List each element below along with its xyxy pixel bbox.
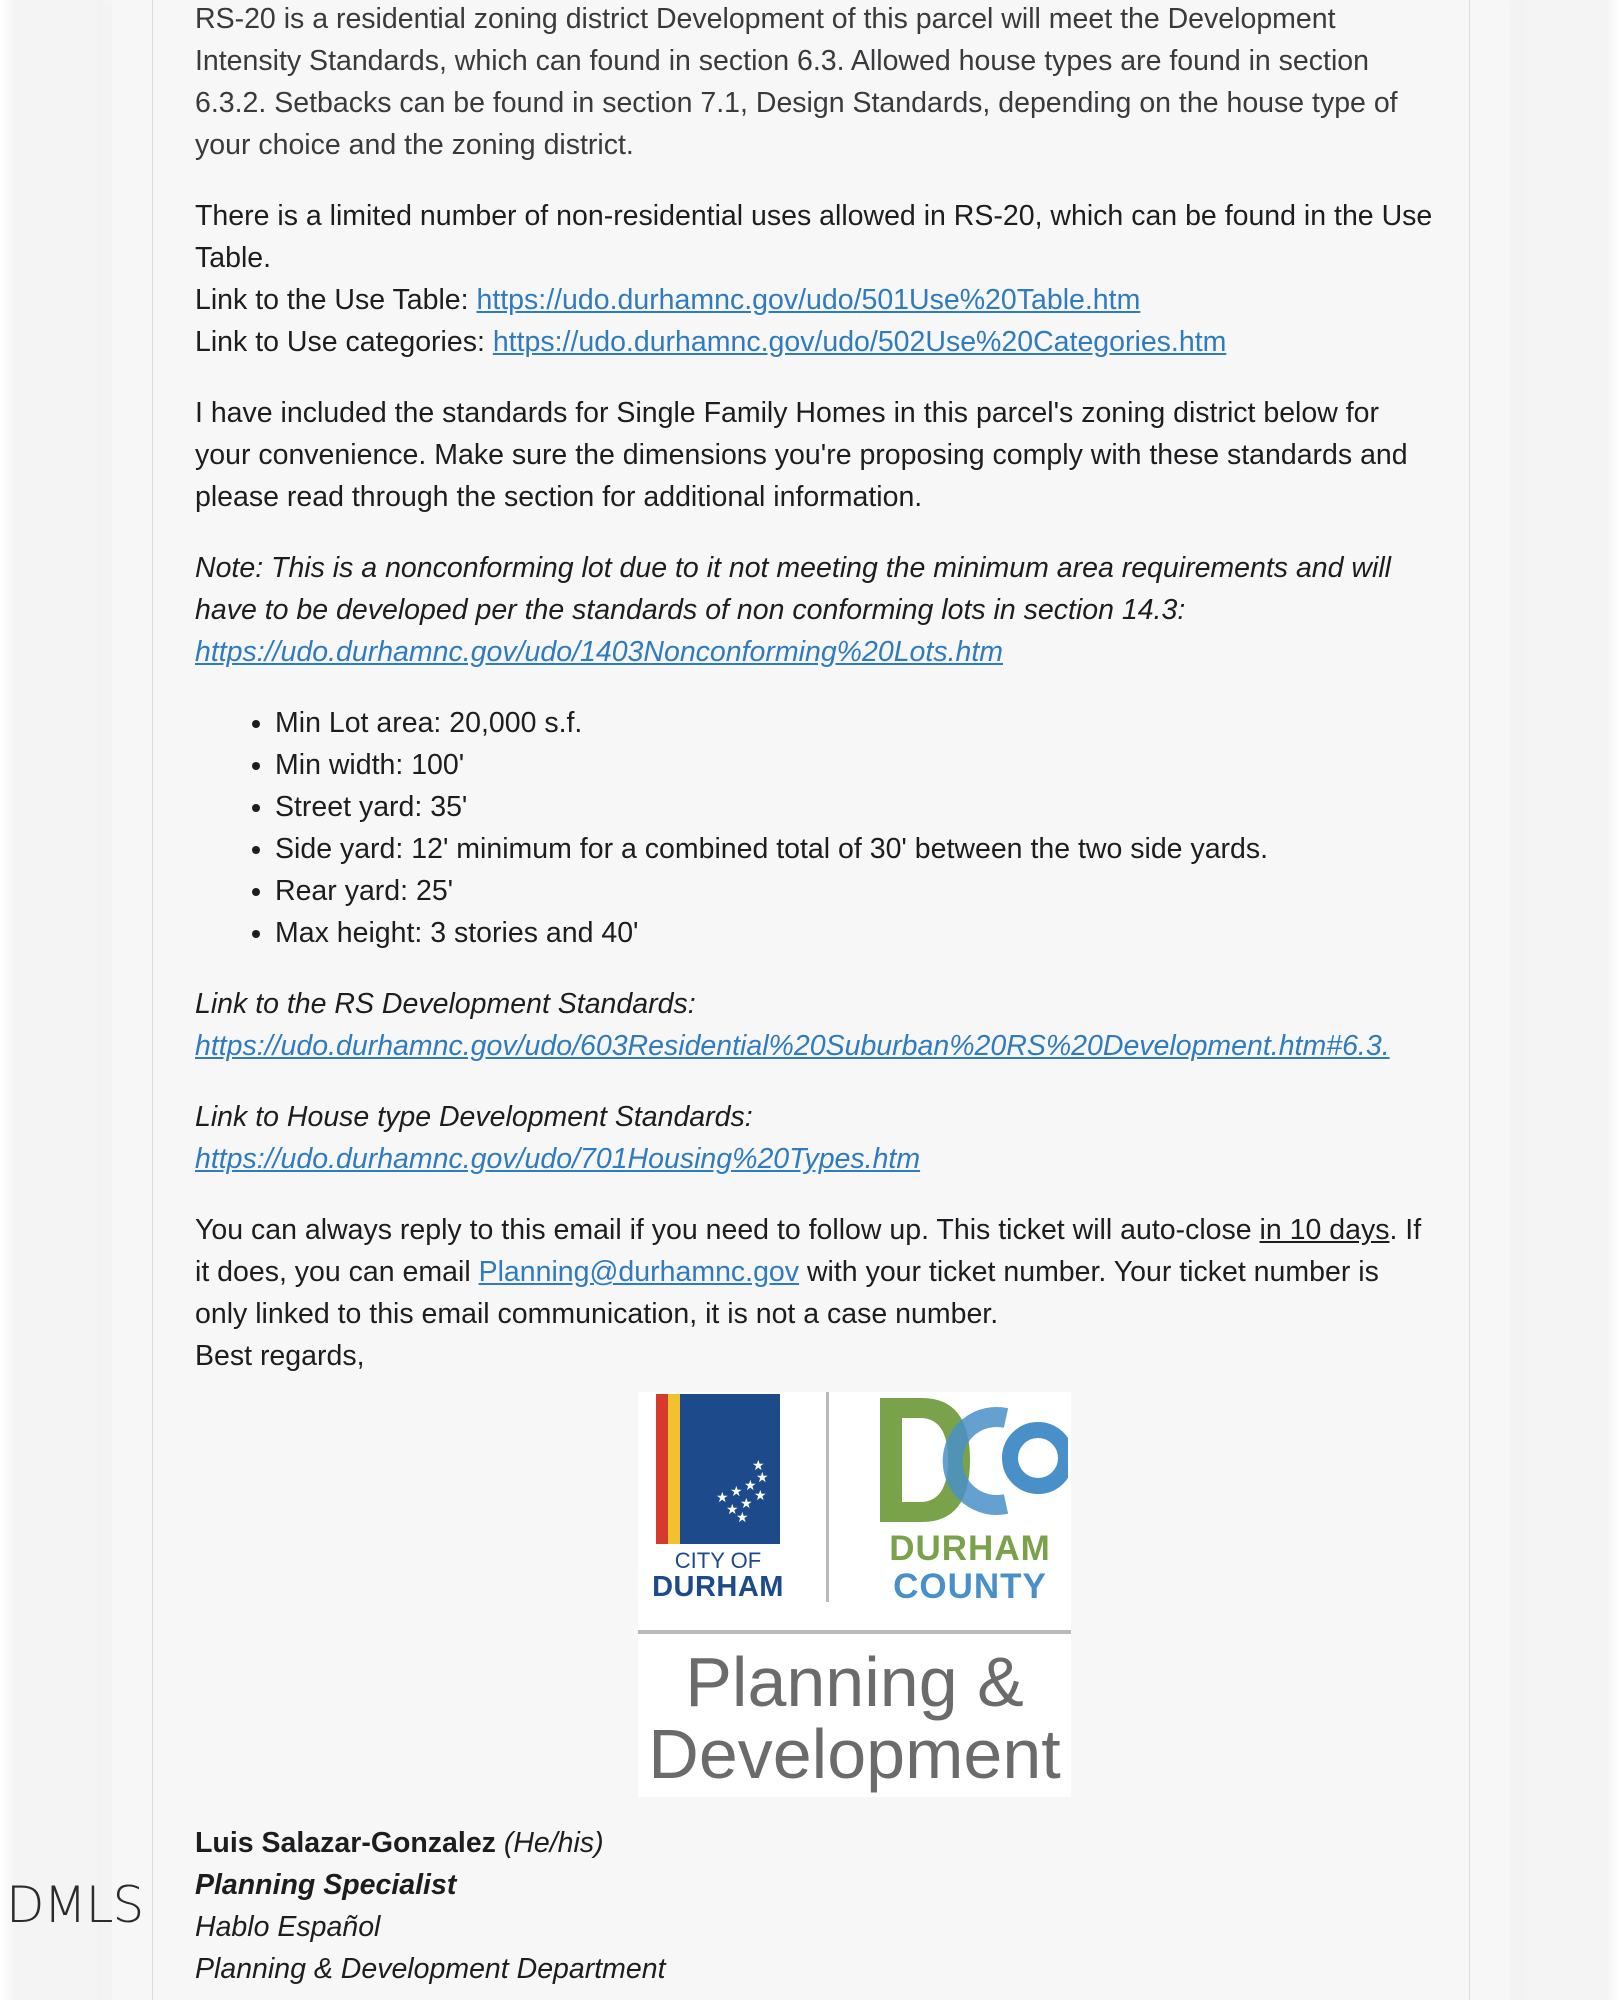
email-signature <box>195 1822 1435 1990</box>
svg-text:★: ★ <box>752 1458 765 1474</box>
signature-name-line <box>195 1822 1435 1864</box>
city-of-durham-flag-icon <box>656 1394 780 1544</box>
logo-horizontal-divider <box>638 1630 1071 1634</box>
closing-text: Best regards, <box>195 1340 365 1372</box>
pd-line-1: Planning & <box>685 1643 1024 1721</box>
nonconforming-lots-link[interactable]: https://udo.durhamnc.gov/udo/1403Nonconforming%20Lots.htm <box>195 636 1004 668</box>
standards-paragraph: I have included the standards for Single Family Homes in this parcel's zoning district below for your convenience. Make sure the dimensions you're proposing comply with these standards and please read through the section for additional information. <box>195 397 1408 513</box>
signature-title: Planning Specialist <box>195 1869 457 1901</box>
note-paragraph <box>195 547 1435 673</box>
followup-text-3: with your ticket number. Your ticket number is only linked to this email communication, it is not a case number. <box>195 1256 1379 1330</box>
durham-county-wordmark <box>870 1530 1070 1606</box>
intro-paragraph: RS-20 is a residential zoning district Development of this parcel will meet the Development Intensity Standards, which can found in section 6.3. Allowed house types are found in section 6.3.2. Setbacks can be found in section 7.1, Design Standards, depending on the house type of your choice and the zoning district. <box>195 3 1398 161</box>
list-item: • Side yard: 12' minimum for a combined total of 30' between the two side yards. <box>275 828 1435 870</box>
list-item: • Street yard: 35' <box>275 786 1435 828</box>
followup-text-1: You can always reply to this email if you need to follow up. This ticket will auto-close <box>195 1214 1260 1246</box>
email-body <box>195 0 1435 1406</box>
planning-email-link[interactable]: Planning@durhamnc.gov <box>478 1256 800 1288</box>
planning-development-logo <box>638 1392 1071 1797</box>
email-card <box>112 0 1510 2000</box>
signature-name: Luis Salazar-Gonzalez <box>195 1827 496 1859</box>
house-link-label: Link to House type Development Standards: <box>195 1101 753 1133</box>
svg-text:★: ★ <box>756 1470 769 1486</box>
svg-text:★: ★ <box>740 1496 753 1512</box>
svg-text:★: ★ <box>754 1488 767 1504</box>
note-text: Note: This is a nonconforming lot due to it not meeting the minimum area requirements and will have to be developed per the standards of non conforming lots in section 14.3: <box>195 552 1391 626</box>
signature-pronouns: (He/his) <box>495 1827 604 1859</box>
standards-list <box>195 702 1435 954</box>
logo-vertical-divider <box>826 1392 829 1602</box>
auto-close-days: in 10 days <box>1259 1214 1390 1246</box>
list-item: • Rear yard: 25' <box>275 870 1435 912</box>
followup-paragraph <box>195 1209 1435 1377</box>
list-item: • Min Lot area: 20,000 s.f. <box>275 702 1435 744</box>
city-name-text: DURHAM <box>652 1571 784 1603</box>
use-categories-link[interactable]: https://udo.durhamnc.gov/udo/502Use%20Categories.htm <box>492 326 1227 358</box>
pd-line-2: Development <box>648 1715 1061 1793</box>
rs-standards-paragraph <box>195 983 1435 1067</box>
use-paragraph <box>195 195 1435 363</box>
use-table-link[interactable]: https://udo.durhamnc.gov/udo/501Use%20Table.htm <box>476 284 1141 316</box>
county-line-2: COUNTY <box>893 1567 1047 1606</box>
dmls-watermark: DMLS <box>6 1876 144 1934</box>
svg-text:★: ★ <box>716 1490 729 1506</box>
signature-department: Planning & Development Department <box>195 1953 666 1985</box>
use-categories-label: Link to Use categories: <box>195 326 493 358</box>
svg-text:★: ★ <box>730 1484 743 1500</box>
use-table-label: Link to the Use Table: <box>195 284 477 316</box>
city-of-durham-wordmark <box>652 1550 784 1602</box>
email-body-frame <box>152 0 1470 2000</box>
rs-link-label: Link to the RS Development Standards: <box>195 988 696 1020</box>
list-item: • Max height: 3 stories and 40' <box>275 912 1435 954</box>
house-type-paragraph <box>195 1096 1435 1180</box>
followup-text-2: . If it does, you can email <box>195 1214 1422 1288</box>
svg-text:★: ★ <box>744 1478 757 1494</box>
house-type-link[interactable]: https://udo.durhamnc.gov/udo/701Housing%20Types.htm <box>195 1143 921 1175</box>
list-item: • Min width: 100' <box>275 744 1435 786</box>
durham-county-dco-mark-icon <box>878 1392 1068 1542</box>
county-line-1: DURHAM <box>889 1529 1051 1568</box>
rs-standards-link[interactable]: https://udo.durhamnc.gov/udo/603Residential%20Suburban%20RS%20Development.htm#6.3. <box>195 1030 1390 1062</box>
use-text: There is a limited number of non-residential uses allowed in RS-20, which can be found in the Use Table. <box>195 200 1433 274</box>
svg-text:★: ★ <box>736 1510 749 1526</box>
planning-development-wordmark <box>638 1643 1071 1793</box>
signature-language: Hablo Español <box>195 1911 381 1943</box>
city-of-text: CITY OF <box>674 1548 762 1573</box>
svg-text:★: ★ <box>726 1502 739 1518</box>
